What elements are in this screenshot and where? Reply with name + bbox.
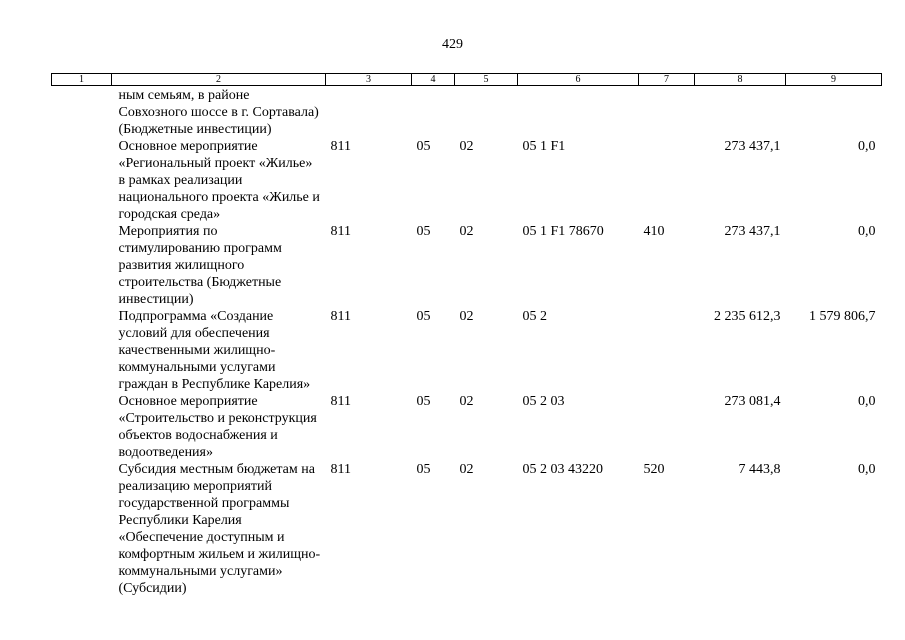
table-body [52, 86, 882, 598]
table-row [52, 393, 882, 461]
row-target-article: 05 2 03 [522, 394, 565, 409]
column-header-1: 1 [52, 74, 112, 86]
row-target-article: 05 1 F1 78670 [522, 224, 604, 239]
row-amount-1: 273 081,4 [724, 394, 781, 409]
column-header-4: 4 [412, 74, 455, 86]
row-admin-code: 811 [330, 309, 351, 324]
row-expense-type [639, 393, 695, 461]
row-admin-code: 811 [330, 462, 351, 477]
column-header-9: 9 [786, 74, 882, 86]
row-subsection: 02 [459, 462, 474, 477]
row-expense-type [639, 308, 695, 393]
column-header-6: 6 [518, 74, 639, 86]
header-row [52, 74, 882, 86]
row-target-article [518, 86, 639, 139]
column-header-2: 2 [112, 74, 326, 86]
row-subsection: 02 [459, 394, 474, 409]
row-amount-2: 1 579 806,7 [809, 309, 876, 324]
page-number: 429 [442, 37, 463, 52]
row-section: 05 [416, 309, 431, 324]
row-amount-2: 0,0 [858, 462, 876, 477]
row-amount-2: 0,0 [858, 139, 876, 154]
row-name: ным семьям, в районе Совхозного шоссе в г. Сортавала) (Бюджетные инвестиции) [118, 88, 319, 137]
budget-table [51, 73, 882, 597]
row-section: 05 [416, 224, 431, 239]
row-section: 05 [416, 394, 431, 409]
row-target-article: 05 2 03 43220 [522, 462, 603, 477]
row-name: Основное мероприятие «Строительство и реконструкция объектов водоснабжения и водоотведения» [118, 394, 317, 460]
row-subsection: 02 [459, 224, 474, 239]
table-row [52, 223, 882, 308]
column-header-8: 8 [695, 74, 786, 86]
row-amount-1 [695, 86, 786, 139]
row-subsection [455, 86, 518, 139]
row-name: Мероприятия по стимулированию программ развития жилищного строительства (Бюджетные инвестиции) [118, 224, 282, 307]
row-amount-1: 7 443,8 [738, 462, 781, 477]
row-empty-cell [52, 223, 112, 308]
row-empty-cell [52, 393, 112, 461]
row-empty-cell [52, 461, 112, 597]
table-row [52, 308, 882, 393]
row-expense-type: 410 [643, 224, 665, 239]
row-name: Основное мероприятие «Региональный проект «Жилье» в рамках реализации национального проекта «Жилье и городская среда» [118, 139, 320, 222]
row-target-article: 05 2 [522, 309, 547, 324]
row-subsection: 02 [459, 309, 474, 324]
row-section: 05 [416, 462, 431, 477]
column-header-3: 3 [326, 74, 412, 86]
column-header-7: 7 [639, 74, 695, 86]
table-row [52, 138, 882, 223]
row-amount-2: 0,0 [858, 394, 876, 409]
row-expense-type [639, 138, 695, 223]
row-admin-code [326, 86, 412, 139]
table-header [52, 74, 882, 86]
row-amount-1: 273 437,1 [724, 139, 781, 154]
row-name: Подпрограмма «Создание условий для обеспечения качественными жилищно-коммунальными услугами граждан в Республике Карелия» [118, 309, 311, 392]
row-admin-code: 811 [330, 139, 351, 154]
row-expense-type: 520 [643, 462, 665, 477]
row-amount-2: 0,0 [858, 224, 876, 239]
row-admin-code: 811 [330, 224, 351, 239]
row-subsection: 02 [459, 139, 474, 154]
row-amount-1: 2 235 612,3 [714, 309, 781, 324]
row-empty-cell [52, 138, 112, 223]
column-header-5: 5 [455, 74, 518, 86]
row-amount-2 [786, 86, 882, 139]
row-section [412, 86, 455, 139]
row-admin-code: 811 [330, 394, 351, 409]
row-empty-cell [52, 308, 112, 393]
table-row [52, 461, 882, 597]
row-section: 05 [416, 139, 431, 154]
row-expense-type [639, 86, 695, 139]
row-name: Субсидия местным бюджетам на реализацию мероприятий государственной программы Республики Карелия «Обеспечение доступным и комфортным жильем и жилищно-коммунальными услугами» (Субсидии) [118, 462, 321, 596]
row-target-article: 05 1 F1 [522, 139, 566, 154]
table-row [52, 86, 882, 139]
row-amount-1: 273 437,1 [724, 224, 781, 239]
row-empty-cell [52, 86, 112, 139]
